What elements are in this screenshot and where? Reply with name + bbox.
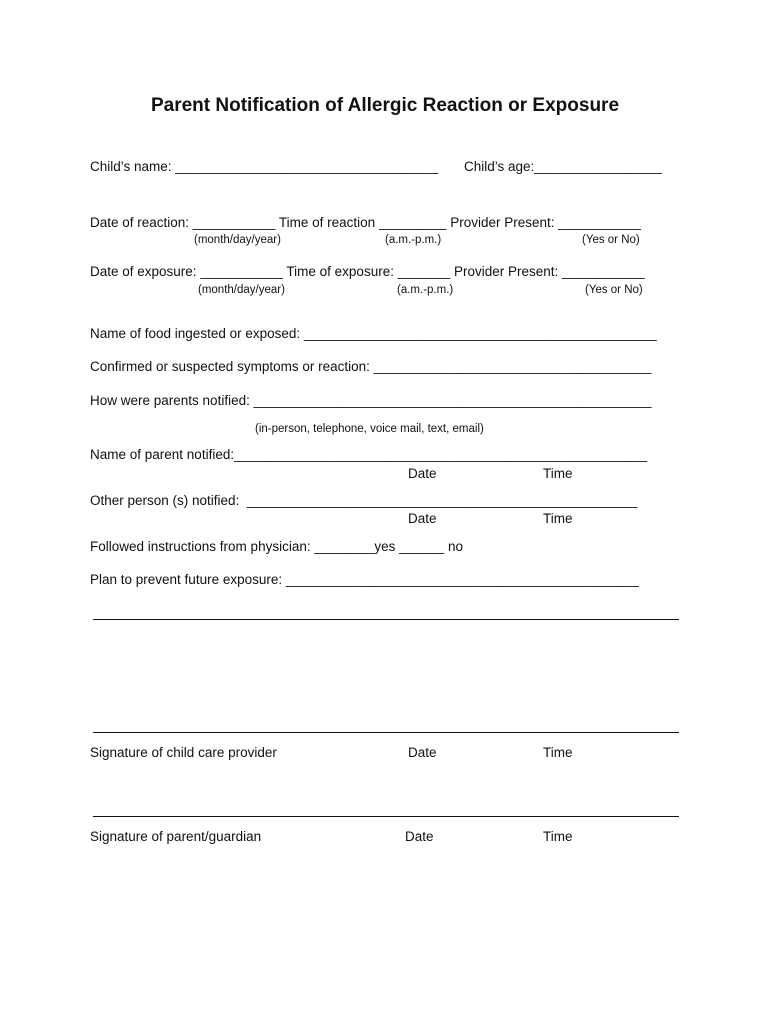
physician-instructions-field[interactable]: Followed instructions from physician: ________yes ______ no xyxy=(90,539,463,554)
reaction-time-hint: (a.m.-p.m.) xyxy=(385,234,442,246)
parent-signature-line[interactable] xyxy=(93,816,679,817)
parents-notified-method-field[interactable]: How were parents notified: _____________________________________________________ xyxy=(90,393,652,408)
provider-signature-line[interactable] xyxy=(93,732,679,733)
parent-signature-time-label: Time xyxy=(543,829,573,844)
form-title: Parent Notification of Allergic Reaction or Exposure xyxy=(150,95,620,116)
exposure-time-hint: (a.m.-p.m.) xyxy=(397,284,454,296)
prevention-plan-field[interactable]: Plan to prevent future exposure: _______________________________________________ xyxy=(90,572,639,587)
notified-method-hint: (in-person, telephone, voice mail, text, email) xyxy=(255,423,484,435)
childs-age-field[interactable]: Child’s age:_________________ xyxy=(464,159,662,174)
other-notified-date-label: Date xyxy=(408,511,437,526)
reaction-provider-hint: (Yes or No) xyxy=(582,234,640,246)
provider-signature-date-label: Date xyxy=(408,745,437,760)
symptoms-field[interactable]: Confirmed or suspected symptoms or reaction: _____________________________________ xyxy=(90,359,652,374)
parent-notified-date-label: Date xyxy=(408,466,437,481)
provider-signature-time-label: Time xyxy=(543,745,573,760)
exposure-date-hint: (month/day/year) xyxy=(198,284,285,296)
parent-signature-date-label: Date xyxy=(405,829,434,844)
food-field[interactable]: Name of food ingested or exposed: _______________________________________________ xyxy=(90,326,657,341)
childs-name-field[interactable]: Child’s name: ___________________________________ xyxy=(90,159,439,174)
parent-signature-label: Signature of parent/guardian xyxy=(90,829,262,844)
provider-signature-label: Signature of child care provider xyxy=(90,745,277,760)
reaction-date-hint: (month/day/year) xyxy=(194,234,281,246)
other-notified-field[interactable]: Other person (s) notified: ____________________________________________________ xyxy=(90,493,638,508)
reaction-line[interactable]: Date of reaction: ___________ Time of reaction _________ Provider Present: ___________ xyxy=(90,215,641,230)
other-notified-time-label: Time xyxy=(543,511,573,526)
prevention-plan-continuation-line[interactable] xyxy=(93,619,679,620)
parent-notified-field[interactable]: Name of parent notified:_______________________________________________________ xyxy=(90,447,648,462)
exposure-provider-hint: (Yes or No) xyxy=(585,284,643,296)
parent-notified-time-label: Time xyxy=(543,466,573,481)
exposure-line[interactable]: Date of exposure: ___________ Time of exposure: _______ Provider Present: ___________ xyxy=(90,264,645,279)
